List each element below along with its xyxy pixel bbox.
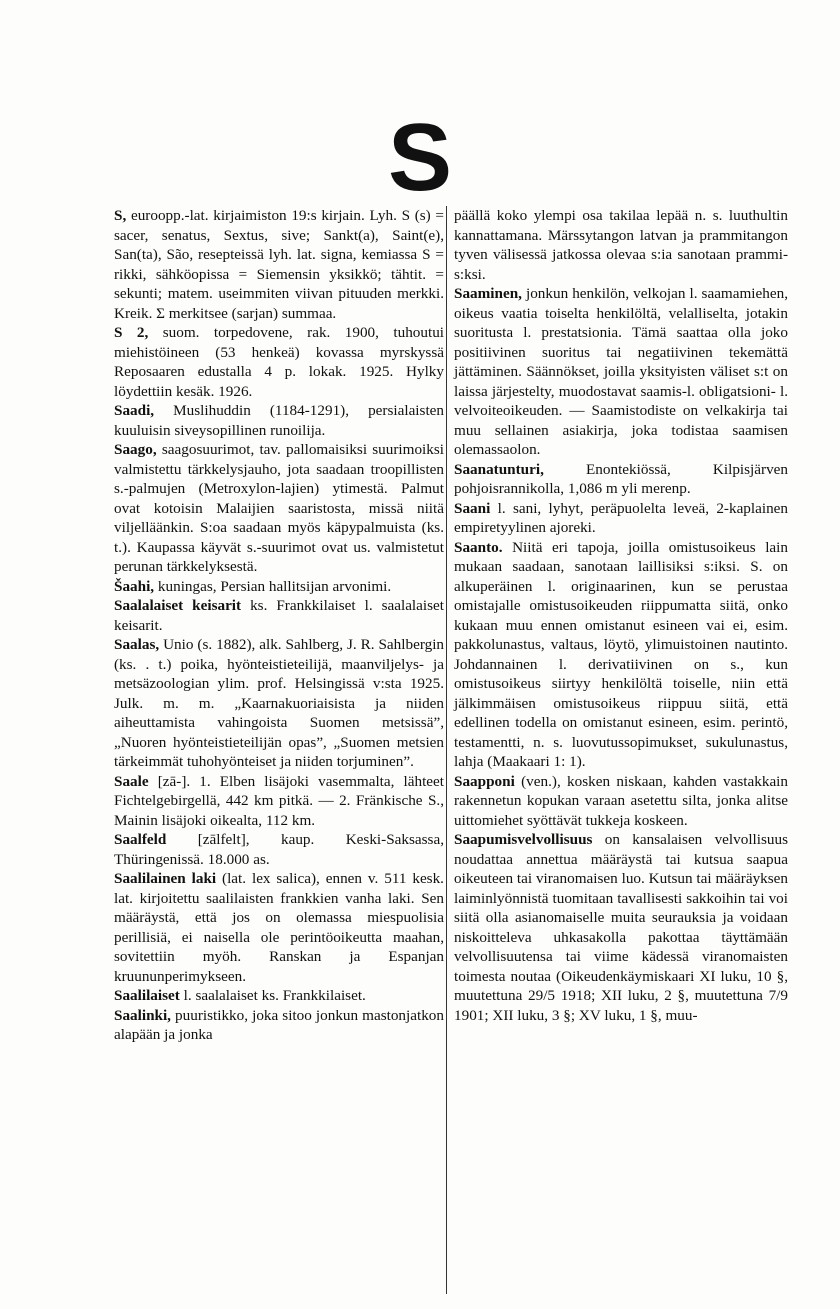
dictionary-entry xyxy=(454,772,788,831)
entry-headword: Saalas, xyxy=(114,636,160,653)
dictionary-entry xyxy=(114,206,444,323)
dictionary-entry xyxy=(454,460,788,499)
dictionary-entry xyxy=(454,499,788,538)
right-column xyxy=(454,206,788,1025)
entry-headword: S 2, xyxy=(114,324,149,341)
entry-headword: Saapponi xyxy=(454,772,515,790)
entry-headword: Saalilainen laki xyxy=(114,870,217,887)
dictionary-entry xyxy=(114,830,444,869)
entry-text: on kansalaisen velvollisuus noudattaa annettua määräystä tai kutsua saapua oikeuteen tai viranomaisen luo. Kutsun tai määräyksen laiminlyönnistä tuomitaan tavallisesti sakkoihin tai voi siitä olla asianomaiselle muita seurauksia ja voidaan niskoitteleva uhkasakolla pakottaa täyttämään velvollisuutensa tai viime kädessä viranomaisten toimesta noutaa (Oikeudenkäymiskaari XI luku, 10 §, muutettuna 29/5 1918; XII luku, 2 §, muutettuna 7/9 1901; XII luku, 3 §; XV luku, 1 §, muu- xyxy=(454,831,789,1024)
entry-text: Enontekiössä, Kilpisjärven pohjoisrannikolla, 1,086 m yli merenp. xyxy=(454,460,788,497)
dictionary-entry xyxy=(114,772,444,831)
entry-headword: Saanto. xyxy=(454,538,503,556)
entry-text: puuristikko, joka sitoo jonkun mastonjatkon alapään ja jonka xyxy=(114,1006,444,1043)
dictionary-entry xyxy=(454,538,788,772)
dictionary-entry xyxy=(114,986,444,1006)
entry-text: kuningas, Persian hallitsijan arvonimi. xyxy=(157,577,392,595)
entry-text: (ven.), kosken niskaan, kahden vastakkain rakennetun kopukan varaan asetettu silta, jonka alitse uittomiehet syöttävät tukkeja koskeen. xyxy=(454,772,788,829)
dictionary-entry xyxy=(114,1006,444,1045)
dictionary-entry xyxy=(454,206,788,284)
entry-text: päällä koko ylempi osa takilaa lepää n. s. luuthultin kannattamana. Märssytangon latvan ja prammitangon tyven välisessä jatkossa olevaa s:ia sanotaan prammi-s:ksi. xyxy=(454,207,788,283)
dictionary-entry xyxy=(114,577,444,597)
entry-text: ks. Frankkilaiset l. saalalaiset keisarit. xyxy=(114,597,444,634)
entry-text: (lat. lex salica), ennen v. 511 kesk. lat. kirjoitettu saalilaisten frankkien vanha laki. Sen määräystä, että jos on olemassa miespuolisia perillisiä, ei naisella ole perintöoikeutta maahan, sovitettiin myöh. Ranskan ja Espanjan kruununperimykseen. xyxy=(114,870,444,985)
left-column xyxy=(114,206,444,1045)
dictionary-entry xyxy=(114,401,444,440)
entry-headword: Saaminen, xyxy=(454,285,522,302)
entry-text: saagosuurimot, tav. pallomaisiksi suurimoiksi valmistettu tärkkelysjauho, jota saadaan troopillisten s.-palmujen (Metroxylon-lajien) ytimestä. Palmut ovat kotoisin Malaijien saaristosta, missä niitä viljelläänkin. S:oa saadaan myös käpypalmuista (ks. t.). Kaupassa käyvät s.-suurimot ovat us. valmistetut perunan tärkkelyksestä. xyxy=(114,441,445,575)
entry-text: Unio (s. 1882), alk. Sahlberg, J. R. Sahlbergin (ks. . t.) poika, hyönteistieteilijä, maanviljelys- ja metsäzoologian ylim. prof. Helsingissä v:sta 1925. Julk. m. m. „Kaarnakuoriaisista ja niiden aiheuttamista vahingoista Suomen metsissä”, „Nuoren hyönteistieteilijän opas”, „Suomen metsien tärkeimmät tuhohyönteiset ja niiden torjuminen”. xyxy=(114,636,445,770)
column-divider xyxy=(446,206,447,1294)
dictionary-entry xyxy=(114,635,444,772)
entry-headword: Saalinki, xyxy=(114,1006,171,1024)
entry-headword: Saalfeld xyxy=(114,831,167,848)
entry-headword: S, xyxy=(114,207,127,224)
entry-headword: Saago, xyxy=(114,441,157,458)
entry-headword: Šaahi, xyxy=(114,577,155,595)
entry-text: Muslihuddin (1184-1291), persialaisten kuuluisin siveysopillinen runoilija. xyxy=(114,402,444,439)
entry-text: l. sani, lyhyt, peräpuolelta leveä, 2-kaplainen empiretyylinen ajoreki. xyxy=(454,499,789,536)
entry-headword: Saapumisvelvollisuus xyxy=(454,831,593,848)
dictionary-entry xyxy=(454,284,788,460)
dictionary-entry xyxy=(114,440,444,577)
entry-text: jonkun henkilön, velkojan l. saamamiehen, oikeus vaatia toiselta henkilöltä, velalliselta, jotakin suoritusta l. prestatsionia. Tämä saattaa olla joko positiivinen suoritus tai negatiivinen tekemättä jättäminen. Säännökset, joilla yksityisten väliset s:t on laissa järjestelty, muodostavat saamis-l. obligatsioni- l. velvoiteoikeuden. — Saamistodiste on velkakirja tai muu sellainen asiakirja, joka todistaa saamisen olemassaolon. xyxy=(454,285,788,458)
dictionary-entry xyxy=(114,596,444,635)
entry-text: euroopp.-lat. kirjaimiston 19:s kirjain. Lyh. S (s) = sacer, senatus, Sextus, sive; Sankt(a), Saint(e), San(ta), São, resepteissä lyh. lat. signa, kemiassa S = rikki, sähköopissa = Siemensin yksikkö; tähtit. = sekunti; matem. useimmiten viivan pituuden merkki. Kreik. Σ merkitsee (sarjan) summaa. xyxy=(114,207,444,322)
dictionary-entry xyxy=(114,323,444,401)
entry-text: [zā-]. 1. Elben lisäjoki vasemmalta, lähteet Fichtelgebirgellä, 442 km pitkä. — 2. Fränkische S., Mainin lisäjoki oikealta, 112 km. xyxy=(114,772,445,829)
entry-text: suom. torpedovene, rak. 1900, tuhoutui miehistöineen (53 henkeä) kovassa myrskyssä Reposaaren edustalla 4 p. lokak. 1925. Hylky löydettiin kesäk. 1926. xyxy=(114,324,445,400)
entry-headword: Saale xyxy=(114,772,149,790)
section-letter: S xyxy=(387,104,453,211)
dictionary-entry xyxy=(454,830,788,1025)
dictionary-entry xyxy=(114,869,444,986)
entry-text: [zālfelt], kaup. Keski-Saksassa, Thüringenissä. 18.000 as. xyxy=(114,831,444,868)
entry-headword: Saanatunturi, xyxy=(454,460,544,478)
entry-text: Niitä eri tapoja, joilla omistusoikeus lain mukaan saadaan, sanotaan laillisiksi s:iksi. S. on alkuperäinen l. originaarinen, kun se perustaa omistajalle omistusoikeuden riippumatta siitä, onko kukaan muu ennen omistanut esineen vai ei, esim. pakkolunastus, valtaus, löytö, ylimuistoinen nautinto. Johdannainen l. derivatiivinen on s., kun omistusoikeus siirtyy henkilöltä toiselle, niin että jälkimmäisen omistusoikeus riippuu siitä, että edellinen todella on omistanut esineen, esim. perintö, testamentti, n. s. luovutussopimukset, sukulunastus, lahja (Maakaari 1: 1). xyxy=(454,538,788,770)
entry-text: l. saalalaiset ks. Frankkilaiset. xyxy=(183,987,366,1004)
entry-headword: Saalilaiset xyxy=(114,987,180,1004)
entry-headword: Saani xyxy=(454,499,491,517)
entry-headword: Saadi, xyxy=(114,402,155,419)
entry-headword: Saalalaiset keisarit xyxy=(114,597,242,614)
